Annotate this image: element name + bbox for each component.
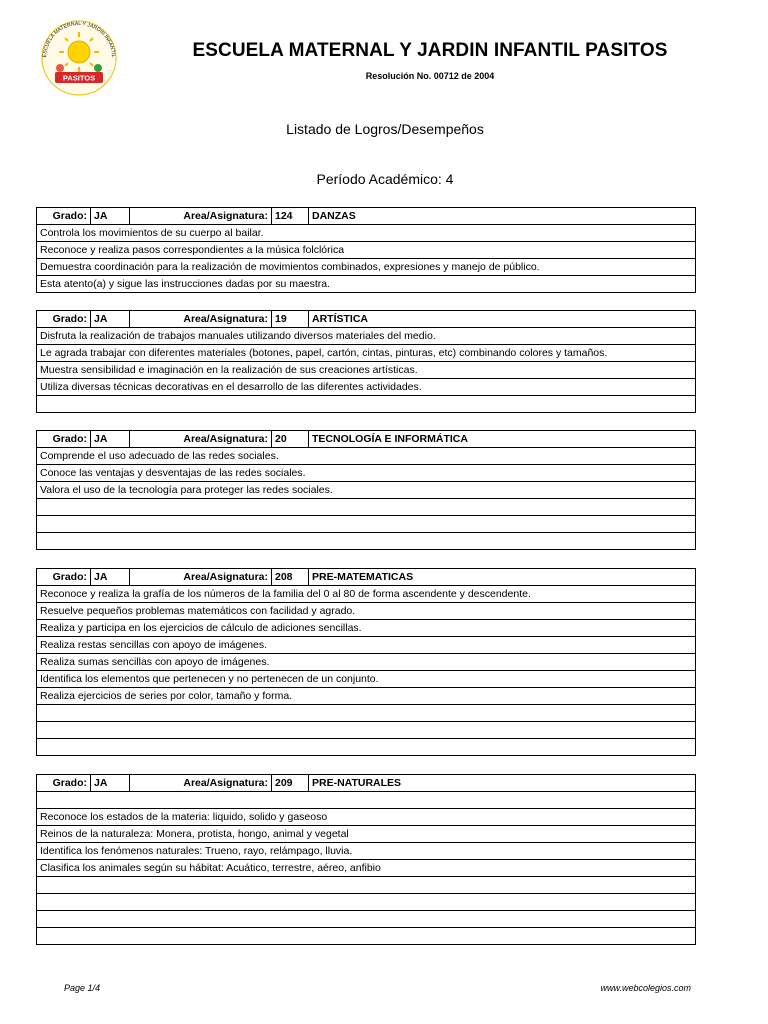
grado-value: JA [91, 208, 130, 225]
achievement-row [37, 739, 696, 756]
achievement-row [37, 225, 696, 242]
grado-label: Grado: [37, 775, 91, 792]
subject-table [36, 207, 696, 293]
area-label: Area/Asignatura: [130, 775, 272, 792]
achievement-text: Reconoce y realiza pasos correspondientes a la música folclórica [37, 242, 696, 259]
achievement-row [37, 603, 696, 620]
achievement-row [37, 705, 696, 722]
achievement-row [37, 516, 696, 533]
achievement-text: Esta atento(a) y sigue las instrucciones dadas por su maestra. [37, 276, 696, 293]
achievement-row [37, 722, 696, 739]
achievement-row [37, 533, 696, 550]
subject-header-row [37, 311, 696, 328]
achievement-row [37, 396, 696, 413]
area-label: Area/Asignatura: [130, 311, 272, 328]
page-number: Page 1/4 [64, 983, 101, 993]
subject-table [36, 568, 696, 756]
subject-name: PRE-MATEMATICAS [309, 569, 696, 586]
grado-label: Grado: [37, 431, 91, 448]
subject-code: 20 [272, 431, 309, 448]
achievement-row [37, 688, 696, 705]
achievement-row [37, 465, 696, 482]
achievement-text [37, 533, 696, 550]
grado-value: JA [91, 569, 130, 586]
achievement-row [37, 328, 696, 345]
achievement-text: Reconoce y realiza la grafía de los números de la familia del 0 al 80 de forma ascendente y descendente. [37, 586, 696, 603]
achievement-row [37, 259, 696, 276]
subject-name: PRE-NATURALES [309, 775, 696, 792]
achievement-text [37, 894, 696, 911]
subject-code: 209 [272, 775, 309, 792]
achievement-row [37, 379, 696, 396]
achievement-row [37, 586, 696, 603]
achievement-text [37, 516, 696, 533]
achievement-text: Reconoce los estados de la materia: liquido, solido y gaseoso [37, 809, 696, 826]
subject-header-row [37, 431, 696, 448]
subject-header-row [37, 569, 696, 586]
grado-value: JA [91, 775, 130, 792]
achievement-text [37, 396, 696, 413]
achievement-row [37, 362, 696, 379]
achievement-text: Reinos de la naturaleza: Monera, protista, hongo, animal y vegetal [37, 826, 696, 843]
achievement-text: Controla los movimientos de su cuerpo al bailar. [37, 225, 696, 242]
achievement-text: Identifica los elementos que pertenecen y no pertenecen de un conjunto. [37, 671, 696, 688]
subject-name: DANZAS [309, 208, 696, 225]
subject-code: 208 [272, 569, 309, 586]
achievement-row [37, 843, 696, 860]
achievement-row [37, 242, 696, 259]
achievement-text: Le agrada trabajar con diferentes materiales (botones, papel, cartón, cintas, pinturas, etc) combinando colores y tamaños. [37, 345, 696, 362]
achievement-row [37, 482, 696, 499]
achievement-text [37, 705, 696, 722]
achievement-row [37, 671, 696, 688]
achievement-row [37, 448, 696, 465]
achievement-text [37, 792, 696, 809]
achievement-text: Muestra sensibilidad e imaginación en la realización de sus creaciones artísticas. [37, 362, 696, 379]
logo-arc-text: ESCUELA MATERNAL Y JARDIN INFANTIL [41, 20, 117, 58]
achievement-row [37, 792, 696, 809]
achievement-row [37, 620, 696, 637]
achievement-row [37, 860, 696, 877]
subject-header-row [37, 208, 696, 225]
subject-code: 19 [272, 311, 309, 328]
achievement-row [37, 928, 696, 945]
document-title: Listado de Logros/Desempeños [286, 121, 484, 137]
achievement-row [37, 345, 696, 362]
achievement-text: Identifica los fenómenos naturales: Trueno, rayo, relámpago, lluvia. [37, 843, 696, 860]
achievement-text: Comprende el uso adecuado de las redes sociales. [37, 448, 696, 465]
achievement-row [37, 809, 696, 826]
achievement-text: Resuelve pequeños problemas matemáticos con facilidad y agrado. [37, 603, 696, 620]
achievement-row [37, 911, 696, 928]
achievement-text: Clasifica los animales según su hábitat: Acuático, terrestre, aéreo, anfibio [37, 860, 696, 877]
area-label: Area/Asignatura: [130, 208, 272, 225]
achievement-text [37, 739, 696, 756]
achievement-row [37, 637, 696, 654]
achievement-row [37, 654, 696, 671]
achievement-text: Realiza restas sencillas con apoyo de imágenes. [37, 637, 696, 654]
school-title: ESCUELA MATERNAL Y JARDIN INFANTIL PASITOS [192, 40, 668, 61]
achievement-text [37, 722, 696, 739]
subject-code: 124 [272, 208, 309, 225]
area-label: Area/Asignatura: [130, 431, 272, 448]
subject-table [36, 310, 696, 413]
grado-value: JA [91, 311, 130, 328]
achievement-row [37, 826, 696, 843]
achievement-text [37, 911, 696, 928]
area-label: Area/Asignatura: [130, 569, 272, 586]
grado-label: Grado: [37, 311, 91, 328]
achievement-text: Realiza sumas sencillas con apoyo de imágenes. [37, 654, 696, 671]
subject-table [36, 774, 696, 945]
achievement-text: Disfruta la realización de trabajos manuales utilizando diversos materiales del medio. [37, 328, 696, 345]
resolution-text: Resolución No. 00712 de 2004 [365, 71, 495, 81]
achievement-text [37, 877, 696, 894]
achievement-text: Conoce las ventajas y desventajas de las redes sociales. [37, 465, 696, 482]
achievement-text: Utiliza diversas técnicas decorativas en el desarrollo de las diferentes actividades. [37, 379, 696, 396]
school-logo [38, 10, 120, 98]
logo-banner-text: PASITOS [62, 73, 96, 83]
grado-label: Grado: [37, 208, 91, 225]
achievement-text: Demuestra coordinación para la realización de movimientos combinados, expresiones y manejo de público. [37, 259, 696, 276]
achievement-row [37, 877, 696, 894]
achievement-row [37, 276, 696, 293]
achievement-text: Realiza y participa en los ejercicios de cálculo de adiciones sencillas. [37, 620, 696, 637]
grado-label: Grado: [37, 569, 91, 586]
subject-table [36, 430, 696, 550]
achievement-text [37, 499, 696, 516]
achievement-row [37, 499, 696, 516]
subject-header-row [37, 775, 696, 792]
achievement-row [37, 894, 696, 911]
website-link[interactable]: www.webcolegios.com [600, 983, 691, 993]
subject-name: ARTÍSTICA [309, 311, 696, 328]
academic-period: Período Académico: 4 [316, 171, 454, 187]
subject-name: TECNOLOGÍA E INFORMÁTICA [309, 431, 696, 448]
achievement-text [37, 928, 696, 945]
grado-value: JA [91, 431, 130, 448]
achievement-text: Valora el uso de la tecnología para proteger las redes sociales. [37, 482, 696, 499]
achievement-text: Realiza ejercicios de series por color, tamaño y forma. [37, 688, 696, 705]
